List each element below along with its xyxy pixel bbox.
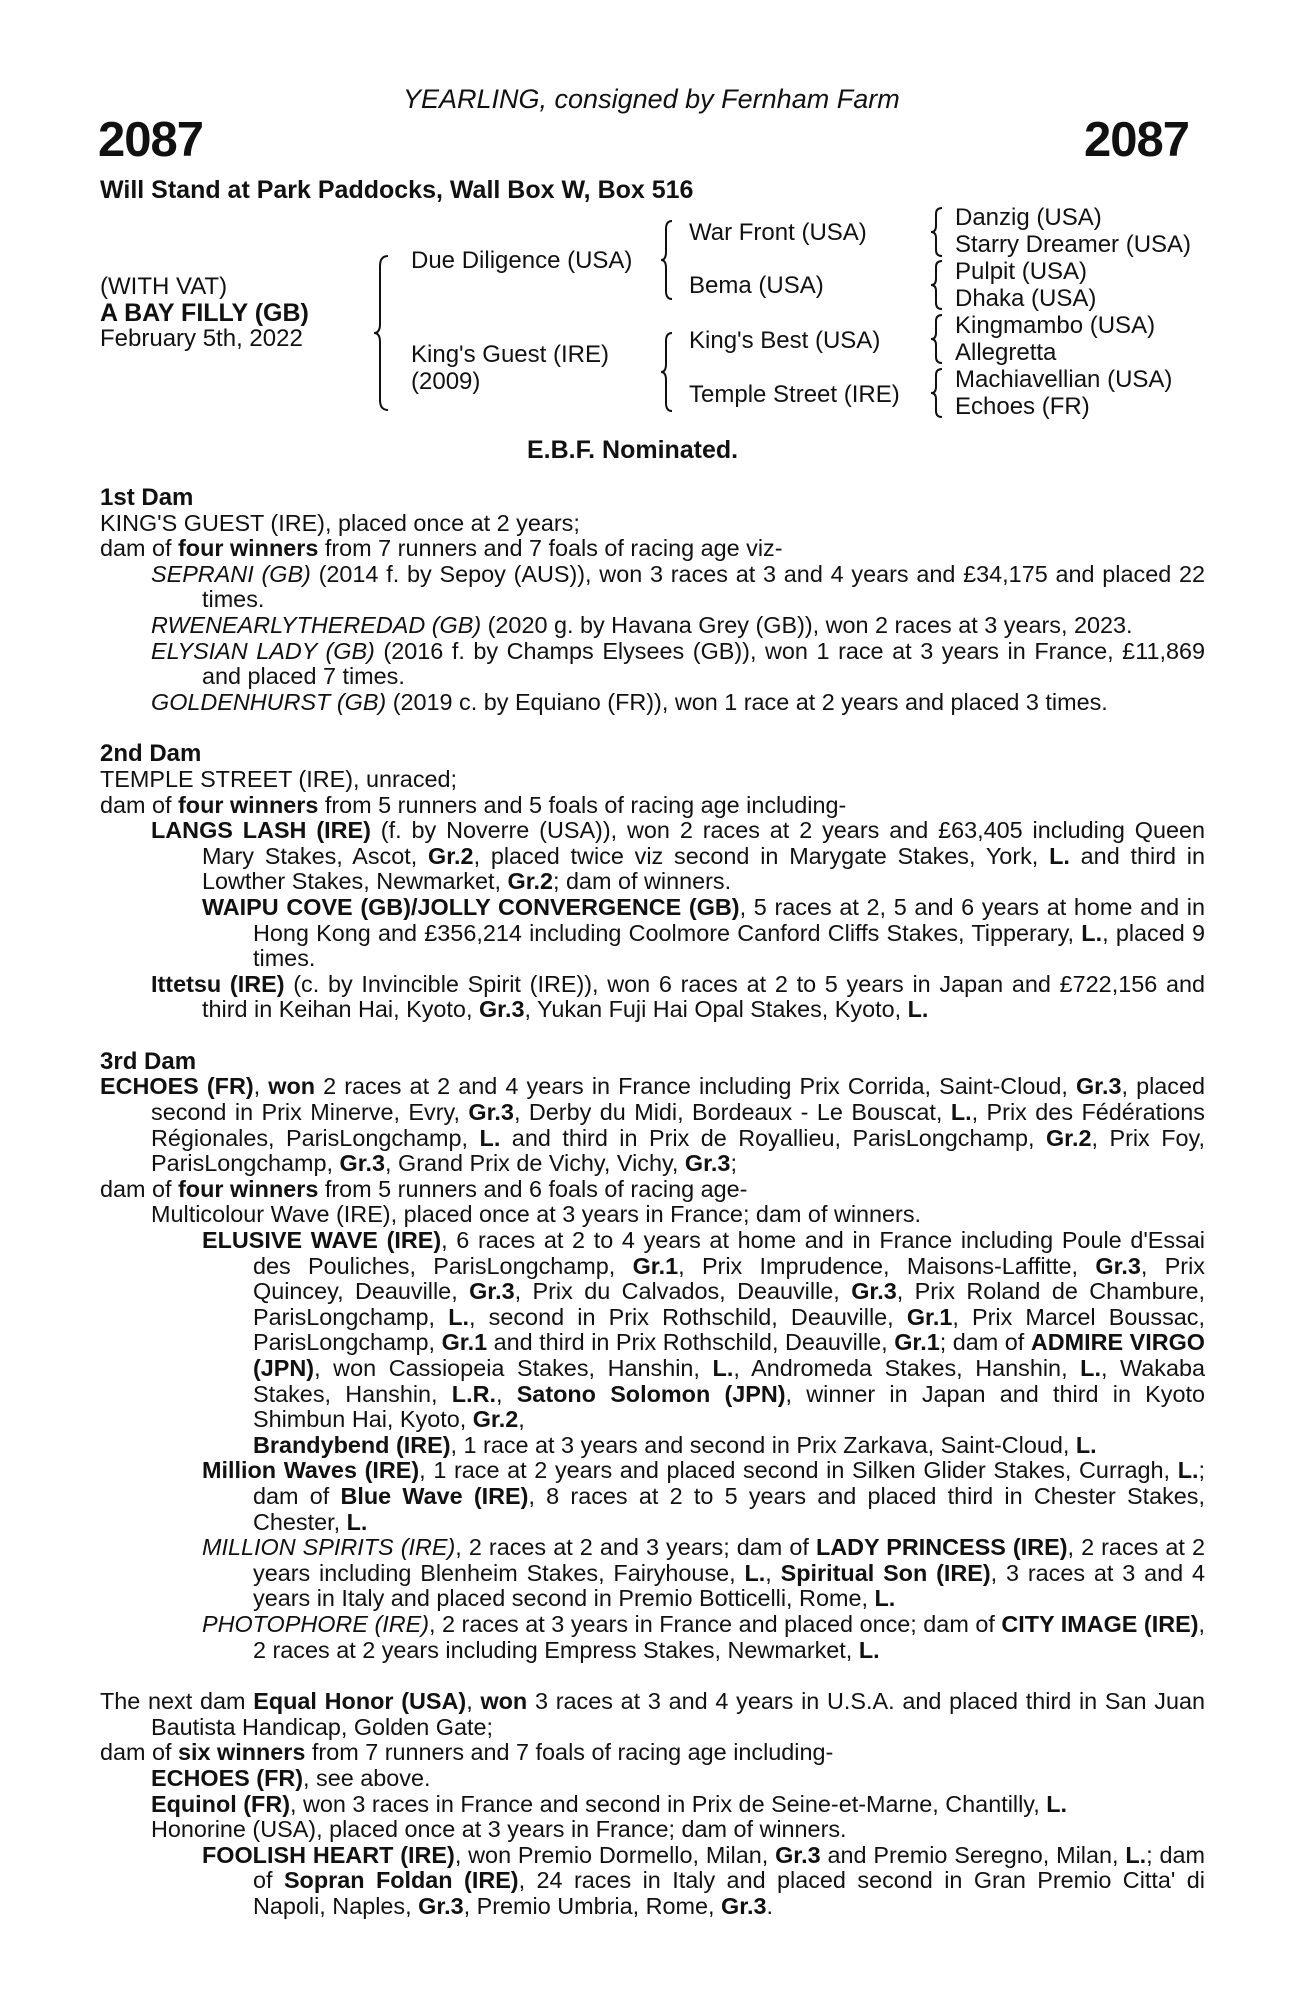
second-dam-heading: 2nd Dam xyxy=(100,740,202,768)
produce-entry: MILLION SPIRITS (IRE), 2 races at 2 and 3 years; dam of LADY PRINCESS (IRE), 2 races at 2 years including Blenheim Stakes, Fairyhouse, L., Spiritual Son (IRE), 3 races at 3 and 4 years in Italy and placed second in Premio Botticelli, Rome, L. xyxy=(202,1534,1206,1612)
produce-entry: Ittetsu (IRE) (c. by Invincible Spirit (IRE)), won 6 races at 2 to 5 years in Japan and £722,156 and third in Keihan Hai, Kyoto, Gr.3, Yukan Fuji Hai Opal Stakes, Kyoto, L. xyxy=(151,970,1205,1023)
first-dam-line: KING'S GUEST (IRE), placed once at 2 years; xyxy=(100,509,580,536)
consignor-line: YEARLING, consigned by Fernham Farm xyxy=(403,84,900,114)
third-dam-line: ECHOES (FR), won 2 races at 2 and 4 years in France including Prix Corrida, Saint-Cloud, Gr.3, placed second in Prix Minerve, Evry, Gr.3, Derby du Midi, Bordeaux - Le Bouscat, L., Prix des Fédérations Régionales, ParisLongchamp, L. and third in Prix de Royallieu, ParisLongchamp, Gr.2, Prix Foy, ParisLongchamp, Gr.3, Grand Prix de Vichy, Vichy, Gr.3; xyxy=(100,1073,1205,1177)
vat-note: (WITH VAT) xyxy=(100,273,228,300)
sds: Pulpit (USA) xyxy=(955,258,1088,285)
ddd: Echoes (FR) xyxy=(955,393,1090,420)
produce-entry: Honorine (USA), placed once at 3 years in France; dam of winners. xyxy=(151,1816,847,1843)
produce-entry: Multicolour Wave (IRE), placed once at 3 years in France; dam of winners. xyxy=(151,1201,922,1228)
ebf-note: E.B.F. Nominated. xyxy=(527,436,739,464)
sss: Danzig (USA) xyxy=(955,204,1102,231)
sdd: Dhaka (USA) xyxy=(955,285,1097,312)
produce-entry: Million Waves (IRE), 1 race at 2 years and placed second in Silken Glider Stakes, Curragh, L.; dam of Blue Wave (IRE), 8 races at 2 to 5 years and placed third in Chester Stakes, Chester, L. xyxy=(202,1457,1205,1535)
dam-sire: King's Best (USA) xyxy=(689,327,881,354)
sire: Due Diligence (USA) xyxy=(411,247,633,274)
next-dam-line: The next dam Equal Honor (USA), won 3 races at 3 and 4 years in U.S.A. and placed third in San Juan Bautista Handicap, Golden Gate; xyxy=(100,1688,1206,1740)
produce-entry: FOOLISH HEART (IRE), won Premio Dormello, Milan, Gr.3 and Premio Seregno, Milan, L.; dam of Sopran Foldan (IRE), 24 races in Italy and placed second in Gran Premio Citta' di Napoli, Naples, Gr.3, Premio Umbria, Rome, Gr.3. xyxy=(202,1841,1205,1919)
lot-number-right: 2087 xyxy=(1084,113,1190,167)
produce-entry: ELUSIVE WAVE (IRE), 6 races at 2 to 4 years at home and in France including Poule d'Essai des Pouliches, ParisLongchamp, Gr.1, Prix Imprudence, Maisons-Laffitte, Gr.3, Prix Quincey, Deauville, Gr.3, Prix du Calvados, Deauville, Gr.3, Prix Roland de Chambure, ParisLongchamp, L., second in Prix Rothschild, Deauville, Gr.1, Prix Marcel Boussac, ParisLongchamp, Gr.1 and third in Prix Rothschild, Deauville, Gr.1; dam of ADMIRE VIRGO (JPN), won Cassiopeia Stakes, Hanshin, L., Andromeda Stakes, Hanshin, L., Wakaba Stakes, Hanshin, L.R., Satono Solomon (JPN), winner in Japan and third in Kyoto Shimbun Hai, Kyoto, Gr.2, xyxy=(202,1227,1206,1433)
dam-dam: Temple Street (IRE) xyxy=(689,381,900,408)
produce-entry: Equinol (FR), won 3 races in France and second in Prix de Seine-et-Marne, Chantilly, L. xyxy=(151,1790,1068,1817)
pedigree-brace-3d xyxy=(930,367,946,419)
pedigree-brace-1 xyxy=(372,254,392,412)
second-dam-line: TEMPLE STREET (IRE), unraced; xyxy=(100,765,458,792)
first-dam-heading: 1st Dam xyxy=(100,484,194,511)
first-dam-produce: dam of four winners from 7 runners and 7 foals of racing age viz- xyxy=(100,535,783,562)
produce-entry: WAIPU COVE (GB)/JOLLY CONVERGENCE (GB), 5 races at 2, 5 and 6 years at home and in Hong Kong and £356,214 including Coolmore Canford Cliffs Stakes, Tipperary, L., placed 9 times. xyxy=(202,893,1206,972)
produce-entry: ELYSIAN LADY (GB) (2016 f. by Champs Elysees (GB)), won 1 race at 3 years in France, £11,869 and placed 7 times. xyxy=(151,637,1205,690)
sire-dam: Bema (USA) xyxy=(689,272,824,299)
lot-number-left: 2087 xyxy=(98,113,204,167)
pedigree-brace-3c xyxy=(930,313,946,365)
third-dam-produce: dam of four winners from 5 runners and 6 foals of racing age- xyxy=(100,1175,748,1202)
ssd: Starry Dreamer (USA) xyxy=(955,231,1192,258)
horse-dob: February 5th, 2022 xyxy=(100,325,303,352)
produce-entry: RWENEARLYTHEREDAD (GB) (2020 g. by Havana Grey (GB)), won 2 races at 3 years, 2023. xyxy=(151,611,1133,638)
pedigree-brace-2a xyxy=(660,219,676,301)
dam-year: (2009) xyxy=(411,368,481,395)
horse-name: A BAY FILLY (GB) xyxy=(100,299,309,327)
produce-entry: GOLDENHURST (GB) (2019 c. by Equiano (FR)), won 1 race at 2 years and placed 3 times. xyxy=(151,688,1108,715)
dss: Kingmambo (USA) xyxy=(955,312,1156,339)
dds: Machiavellian (USA) xyxy=(955,366,1173,393)
produce-entry: PHOTOPHORE (IRE), 2 races at 3 years in France and placed once; dam of CITY IMAGE (IRE), 2 races at 2 years including Empress Stakes, Newmarket, L. xyxy=(202,1610,1205,1663)
catalogue-body xyxy=(100,485,1205,1919)
sire-sire: War Front (USA) xyxy=(689,219,867,246)
produce-entry: ECHOES (FR), see above. xyxy=(151,1764,431,1791)
next-dam-produce: dam of six winners from 7 runners and 7 foals of racing age including- xyxy=(100,1739,834,1766)
dsd: Allegretta xyxy=(955,339,1057,366)
pedigree-brace-3b xyxy=(930,259,946,311)
produce-entry: Brandybend (IRE), 1 race at 3 years and second in Prix Zarkava, Saint-Cloud, L. xyxy=(253,1431,1097,1458)
produce-entry: LANGS LASH (IRE) (f. by Noverre (USA)), won 2 races at 2 years and £63,405 including Queen Mary Stakes, Ascot, Gr.2, placed twice viz second in Marygate Stakes, York, L. and third in Lowther Stakes, Newmarket, Gr.2; dam of winners. xyxy=(151,817,1206,895)
pedigree-brace-2b xyxy=(660,331,676,413)
stand-location: Will Stand at Park Paddocks, Wall Box W, Box 516 xyxy=(100,176,694,204)
pedigree-brace-3a xyxy=(930,206,946,258)
second-dam-produce: dam of four winners from 5 runners and 5 foals of racing age including- xyxy=(100,791,847,818)
third-dam-heading: 3rd Dam xyxy=(100,1047,197,1075)
dam: King's Guest (IRE) xyxy=(411,341,609,368)
produce-entry: SEPRANI (GB) (2014 f. by Sepoy (AUS)), won 3 races at 3 and 4 years and £34,175 and placed 22 times. xyxy=(151,560,1206,613)
